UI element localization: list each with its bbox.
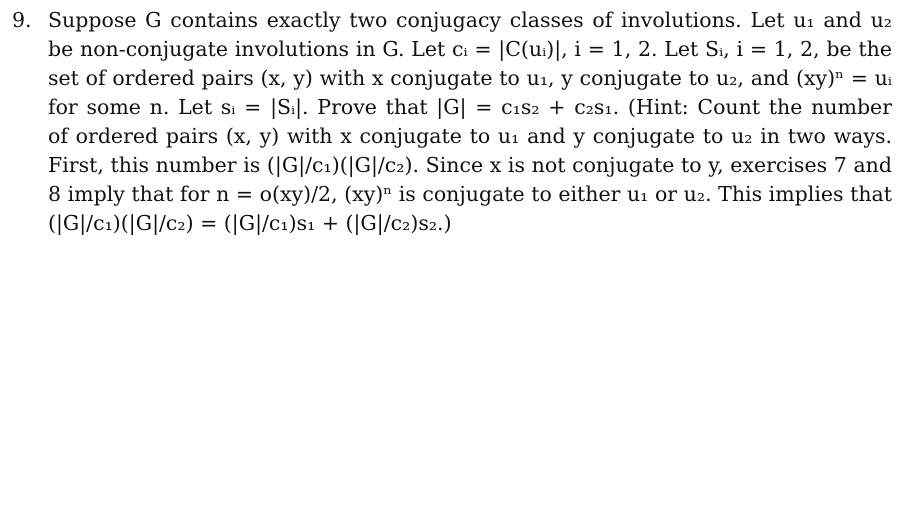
text-line-1: Suppose G contains exactly two conjugacy classes of involutions. Let u₁ and u₂: [48, 8, 892, 32]
text-line-4: for some n. Let sᵢ = |Sᵢ|. Prove that |G| = c₁s₂ + c₂s₁. (Hint: Count the number: [48, 95, 892, 119]
text-line-3: set of ordered pairs (x, y) with x conjugate to u₁, y conjugate to u₂, and (xy)ⁿ = uᵢ: [48, 66, 892, 90]
text-line-5: of ordered pairs (x, y) with x conjugate to u₁ and y conjugate to u₂ in two ways.: [48, 124, 892, 148]
exercise-text: [48, 6, 892, 238]
text-line-6: First, this number is (|G|/c₁)(|G|/c₂). Since x is not conjugate to y, exercises 7 and: [48, 153, 892, 177]
exercise-number: 9.: [12, 8, 32, 32]
text-line-7: 8 imply that for n = o(xy)/2, (xy)ⁿ is conjugate to either u₁ or u₂. This implies that: [48, 182, 892, 206]
text-line-2: be non-conjugate involutions in G. Let cᵢ = |C(uᵢ)|, i = 1, 2. Let Sᵢ, i = 1, 2, be the: [48, 37, 892, 61]
exercise-9: [12, 6, 892, 238]
text-line-8: (|G|/c₁)(|G|/c₂) = (|G|/c₁)s₁ + (|G|/c₂)s₂.): [48, 211, 452, 235]
